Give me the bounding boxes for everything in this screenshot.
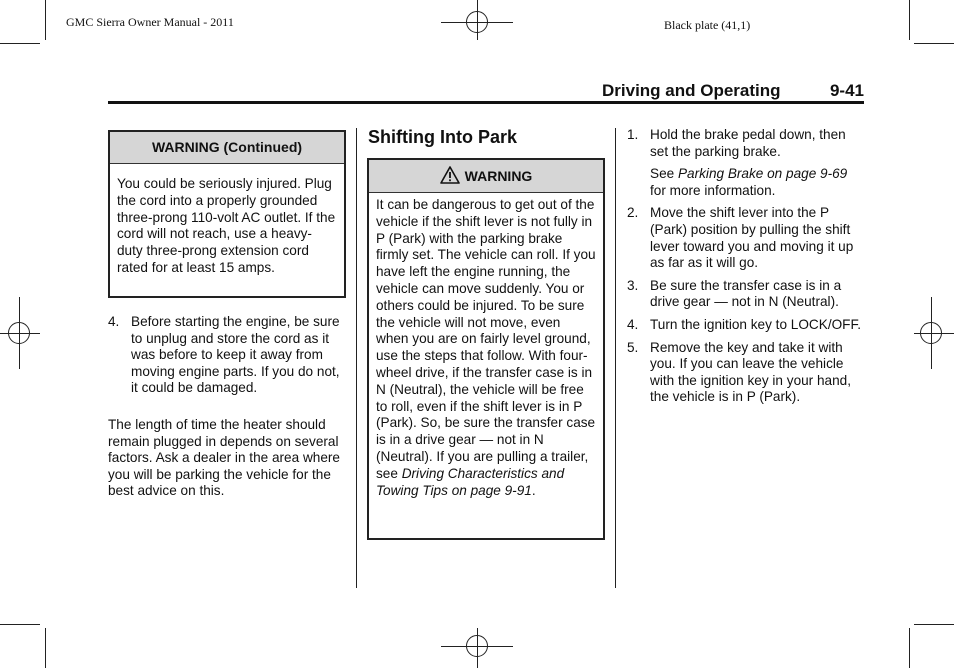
- crop-mark: [909, 0, 910, 40]
- step-list: [627, 127, 864, 406]
- step-list-continued: [108, 314, 344, 397]
- plate-label: Black plate (41,1): [664, 18, 751, 32]
- list-item: [627, 127, 864, 160]
- warning-box: [367, 158, 605, 540]
- crop-mark: [45, 628, 46, 668]
- crop-mark: [0, 624, 40, 625]
- manual-title: GMC Sierra Owner Manual - 2011: [66, 15, 234, 29]
- step-text: Be sure the transfer case is in a drive gear — not in N (Neutral).: [650, 277, 842, 310]
- crop-mark: [914, 624, 954, 625]
- column-divider: [356, 128, 357, 588]
- step-text: Move the shift lever into the P (Park) position by pulling the shift lever toward you and moving it up as far as it will go.: [650, 205, 854, 271]
- warning-end: .: [531, 482, 536, 498]
- warning-text: [369, 193, 603, 499]
- header-rule: [108, 101, 864, 104]
- warning-title: WARNING: [464, 168, 533, 184]
- step-text: Hold the brake pedal down, then set the parking brake.: [650, 127, 846, 159]
- step-number: 4.: [627, 316, 639, 332]
- list-item: [627, 278, 864, 311]
- warning-body: It can be dangerous to get out of the vehicle if the shift lever is not fully in P (Park) with the parking brake firmly set. The vehicle can roll. If you have left the engine running, the vehicle can move suddenly. You or others could be injured. To be sure the vehicle will not move, even when you are on fairly level ground, use the steps that follow. With four-wheel drive, if the transfer case is in N (Neutral), the vehicle will be free to roll, even if the shift lever is in P (Park). So, be sure the transfer case is in a drive gear — not in N (Neutral). If you are pulling a trailer, see: [376, 197, 596, 481]
- list-item: [108, 314, 344, 397]
- step-text: Turn the ignition key to LOCK/OFF.: [650, 316, 862, 332]
- paragraph: The length of time the heater should remain plugged in depends on several factors. Ask a dealer in the area where you will be parking the vehicle for the best advice on this.: [108, 417, 340, 499]
- page-number: 9-41: [829, 81, 864, 100]
- section-name: Driving and Operating: [602, 81, 781, 100]
- note-prefix: See: [650, 166, 678, 182]
- section-title: Shifting Into Park: [368, 127, 518, 147]
- list-item: [627, 205, 864, 271]
- list-item: [627, 317, 864, 334]
- step-number: 4.: [108, 314, 120, 329]
- step-number: 2.: [627, 205, 639, 221]
- warning-title: WARNING (Continued): [110, 132, 344, 164]
- column-divider: [615, 128, 616, 588]
- crop-mark: [45, 0, 46, 40]
- step-number: 1.: [627, 127, 639, 142]
- warning-triangle-icon: [440, 163, 460, 195]
- cross-reference: Driving Characteristics and Towing Tips on page 9-91: [376, 465, 565, 498]
- warning-text: You could be seriously injured. Plug the cord into a properly grounded three-prong 110-volt AC outlet. If the cord will not reach, use a heavy-duty three-prong extension cord rated for at least 15 amps.: [117, 176, 336, 275]
- crop-mark: [914, 43, 954, 44]
- step-number: 5.: [627, 339, 639, 355]
- warning-header: [369, 160, 603, 193]
- step-number: 3.: [627, 277, 639, 293]
- step-text: Before starting the engine, be sure to unplug and store the cord as it was before to keep it away from moving engine parts. If you do not, it could be damaged.: [131, 314, 340, 396]
- step-text: Remove the key and take it with you. If you can leave the vehicle with the ignition key in your hand, the vehicle is in P (Park).: [650, 339, 852, 405]
- list-item: [627, 340, 864, 406]
- note: [627, 166, 864, 199]
- crop-mark: [909, 628, 910, 668]
- warning-continued-box: [108, 130, 346, 298]
- cross-reference: Parking Brake on page 9-69: [677, 166, 848, 182]
- crop-mark: [0, 43, 40, 44]
- note-suffix: for more information.: [650, 182, 776, 198]
